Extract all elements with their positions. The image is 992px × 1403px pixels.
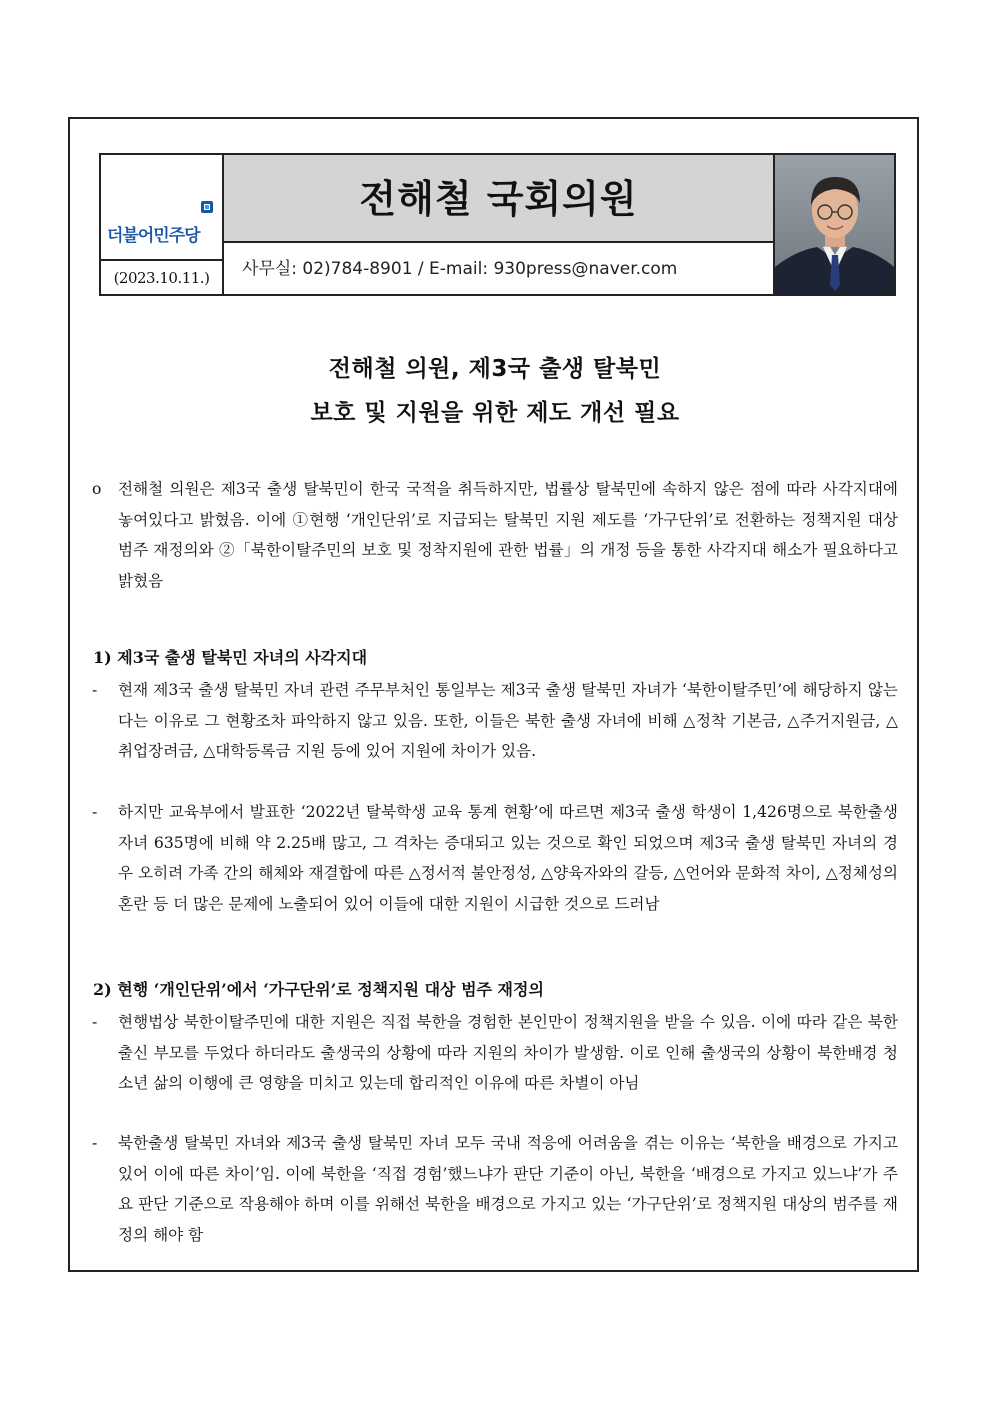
contact-info: 사무실: 02)784-8901 / E-mail: 930press@naver.com [242, 259, 678, 279]
section-title-2: 2) 현행 ‘개인단위’에서 ‘가구단위’로 정책지원 대상 범주 재정의 [93, 980, 544, 999]
bullet-marker: - [92, 1134, 98, 1152]
intro-paragraph [92, 474, 898, 596]
party-logo-icon [201, 201, 213, 213]
section-2-bullet-1 [92, 1007, 898, 1099]
intro-text: 전해철 의원은 제3국 출생 탈북민이 한국 국적을 취득하지만, 법률상 탈북민에 속하지 않은 점에 따라 사각지대에 놓여있다고 밝혔음. 이에 ①현행 ‘개인단위’로 지급되는 탈북민 지원 제도를 ‘가구단위’로 전환하는 정책지원 대상 범주 재정의와 ②「북한이탈주민의 보호 및 정착지원에 관한 법률」의 개정 등을 통한 사각지대 해소가 필요하다고 밝혔음 [118, 480, 898, 590]
portrait-image [775, 155, 894, 294]
intro-marker: o [92, 480, 102, 498]
party-logo-text: 더불어민주당 [107, 226, 200, 246]
headline-line-1: 전해철 의원, 제3국 출생 탈북민 [328, 356, 662, 382]
bullet-text: 북한출생 탈북민 자녀와 제3국 출생 탈북민 자녀 모두 국내 적응에 어려움을 겪는 이유는 ‘북한을 배경으로 가지고 있어 이에 따른 차이’임. 이에 북한을 ‘직접 경험’했느냐가 판단 기준이 아닌, 북한을 ‘배경으로 가지고 있느냐’가 주요 판단 기준으로 작용해야 하며 이를 위해선 북한을 배경으로 가지고 있는 ‘가구단위’로 정책지원 대상의 범주를 재정의 해야 함 [118, 1134, 898, 1244]
section-1-bullet-2 [92, 797, 898, 919]
press-header [99, 153, 896, 296]
party-logo [101, 155, 224, 259]
headline [100, 347, 890, 435]
section-1-bullet-1 [92, 675, 898, 767]
member-photo [773, 155, 894, 294]
section-title-1: 1) 제3국 출생 탈북민 자녀의 사각지대 [93, 648, 368, 667]
bullet-text: 하지만 교육부에서 발표한 ‘2022년 탈북학생 교육 통계 현황’에 따르면 제3국 출생 학생이 1,426명으로 북한출생 자녀 635명에 비해 약 2.25배 많고, 그 격차는 증대되고 있는 것으로 확인 되었으며 제3국 출생 탈북민 자녀의 경우 오히려 가족 간의 해체와 재결합에 따른 △정서적 불안정성, △양육자와의 갈등, △언어와 문화적 차이, △정체성의 혼란 등 더 많은 문제에 노출되어 있어 이들에 대한 지원이 시급한 것으로 드러남 [118, 803, 898, 913]
section-2-bullet-2 [92, 1128, 898, 1250]
release-date: (2023.10.11.) [101, 259, 224, 296]
bullet-marker: - [92, 1013, 98, 1031]
bullet-text: 현행법상 북한이탈주민에 대한 지원은 직접 북한을 경험한 본인만이 정책지원을 받을 수 있음. 이에 따라 같은 북한 출신 부모를 두었다 하더라도 출생국의 상황에 따라 지원의 차이가 발생함. 이로 인해 출생국의 상황이 북한배경 청소년 삶의 이행에 큰 영향을 미치고 있는데 합리적인 이유에 따른 차별이 아님 [118, 1013, 898, 1092]
headline-line-2: 보호 및 지원을 위한 제도 개선 필요 [310, 400, 680, 426]
bullet-text: 현재 제3국 출생 탈북민 자녀 관련 주무부처인 통일부는 제3국 출생 탈북민 자녀가 ‘북한이탈주민’에 해당하지 않는다는 이유로 그 현황조차 파악하지 않고 있음. 또한, 이들은 북한 출생 자녀에 비해 △정착 기본금, △주거지원금, △취업장려금, △대학등록금 지원 등에 있어 지원에 차이가 있음. [118, 681, 898, 760]
member-title: 전해철 국회의원 [224, 155, 773, 243]
bullet-marker: - [92, 803, 98, 821]
bullet-marker: - [92, 681, 98, 699]
